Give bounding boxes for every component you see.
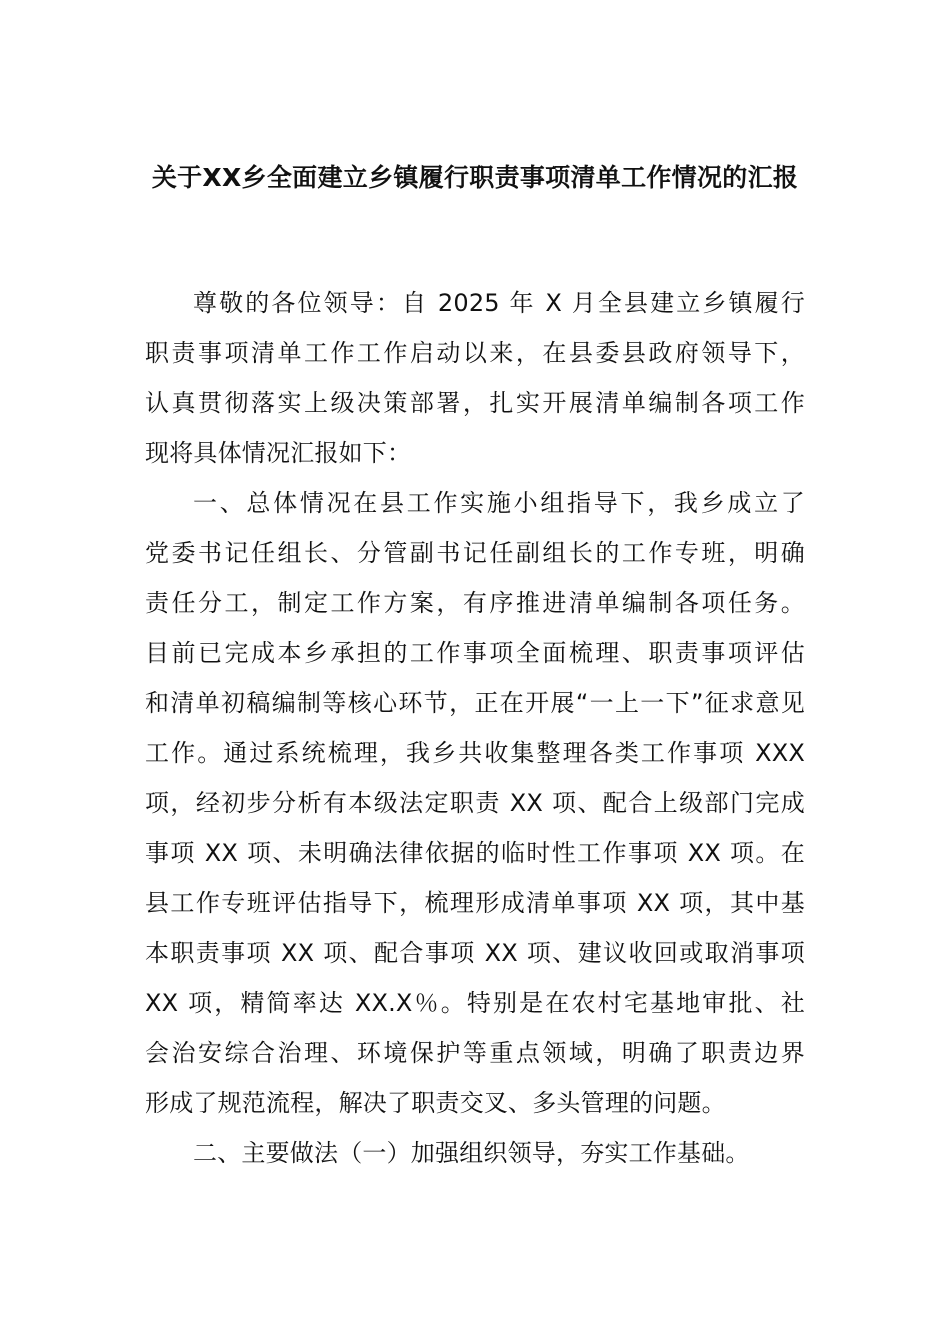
paragraph-line: 本职责事项 XX 项、配合事项 XX 项、建议收回或取消事项 (145, 939, 805, 967)
paragraph-line: 责任分工，制定工作方案，有序推进清单编制各项任务。 (145, 589, 805, 617)
paragraph (145, 483, 805, 1133)
paragraph-line: 认真贯彻落实上级决策部署，扎实开展清单编制各项工作 (145, 389, 805, 417)
paragraph-line: 职责事项清单工作工作启动以来，在县委县政府领导下， (145, 339, 805, 367)
paragraph-line: 现将具体情况汇报如下： (145, 439, 412, 467)
paragraph-line: 形成了规范流程，解决了职责交叉、多头管理的问题。 (145, 1089, 726, 1117)
paragraph-line: 一、总体情况在县工作实施小组指导下，我乡成立了 (193, 489, 805, 517)
paragraph-line: 事项 XX 项、未明确法律依据的临时性工作事项 XX 项。在 (145, 839, 805, 867)
paragraph-line: 目前已完成本乡承担的工作事项全面梳理、职责事项评估 (145, 639, 805, 667)
paragraph-line: 项，经初步分析有本级法定职责 XX 项、配合上级部门完成 (145, 789, 805, 817)
paragraph-line: 和清单初稿编制等核心环节，正在开展“一上一下”征求意见 (145, 689, 805, 717)
paragraph-line: 尊敬的各位领导：自 2025 年 X 月全县建立乡镇履行 (193, 289, 805, 317)
paragraph-line: 会治安综合治理、环境保护等重点领域，明确了职责边界 (145, 1039, 805, 1067)
document-body (145, 283, 805, 1183)
paragraph-line: 二、主要做法（一）加强组织领导，夯实工作基础。 (193, 1139, 750, 1167)
document-title: 关于XX乡全面建立乡镇履行职责事项清单工作情况的汇报 (151, 163, 799, 192)
paragraph-line: XX 项，精简率达 XX.X％。特别是在农村宅基地审批、社 (145, 989, 805, 1017)
paragraph (145, 1133, 805, 1183)
paragraph-line: 工作。通过系统梳理，我乡共收集整理各类工作事项 XXX (145, 739, 805, 767)
paragraph-line: 县工作专班评估指导下，梳理形成清单事项 XX 项，其中基 (145, 889, 805, 917)
paragraph-line: 党委书记任组长、分管副书记任副组长的工作专班，明确 (145, 539, 805, 567)
paragraph (145, 283, 805, 483)
